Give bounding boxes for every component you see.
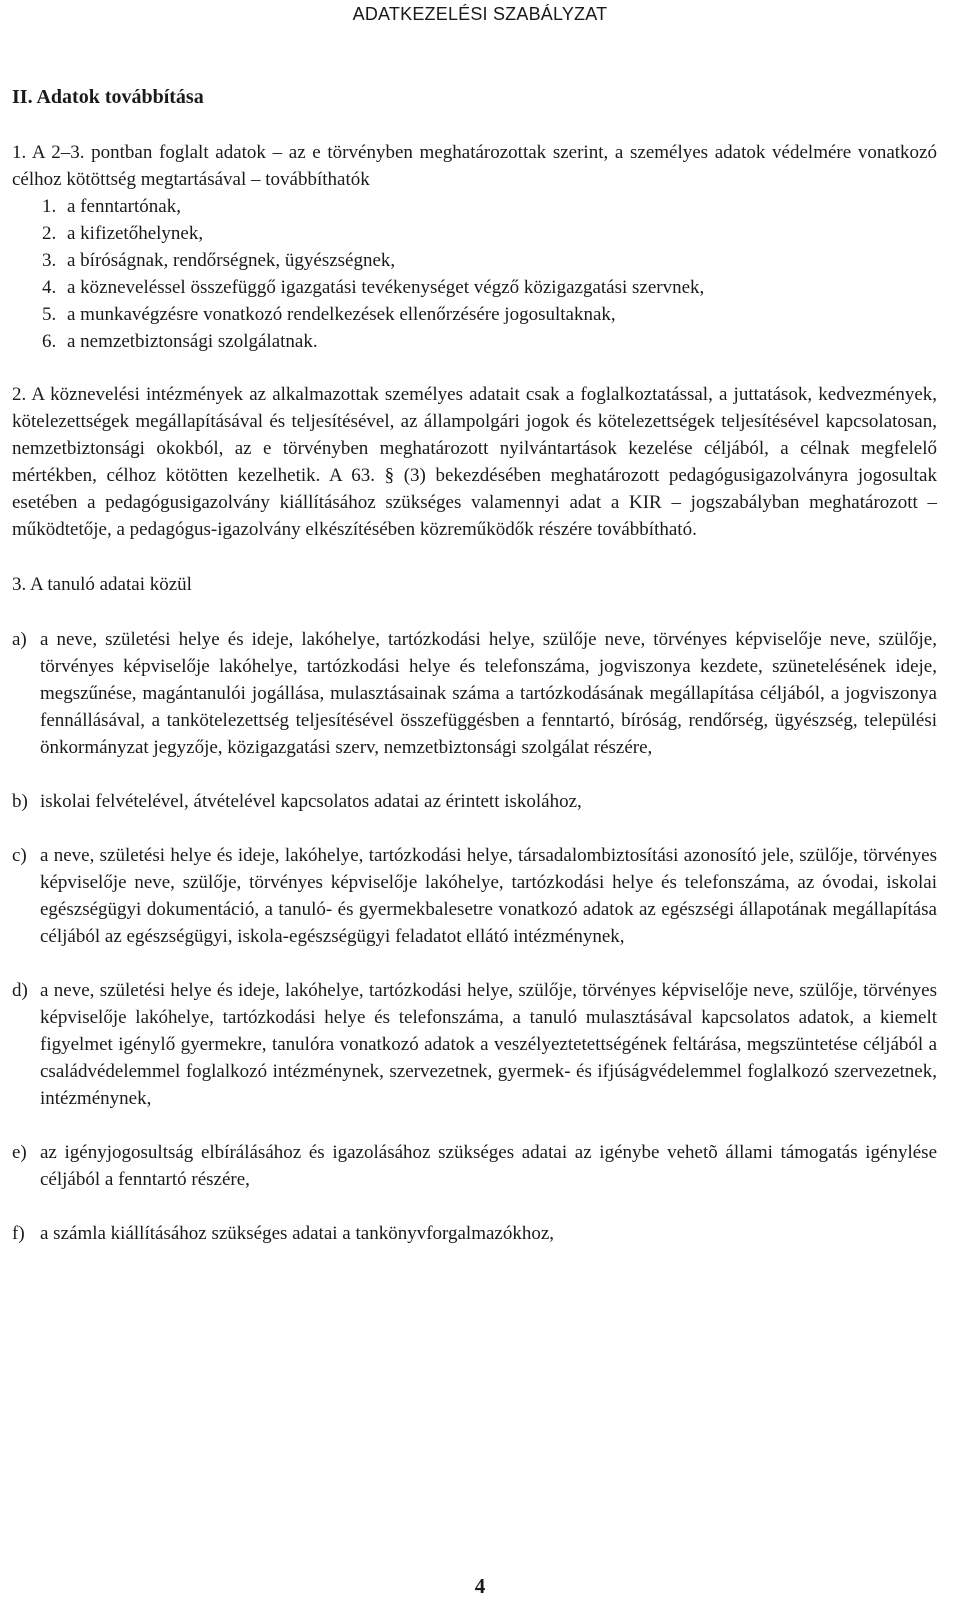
recipient-list [42, 193, 937, 355]
item-marker: b) [12, 791, 28, 812]
list-item-number: 3. [42, 250, 57, 271]
item-text: a neve, születési helye és ideje, lakóhelye, tartózkodási helye, társadalombiztosítási azonosító jele, szülője, törvényes képviselője neve, szülője, törvényes képviselője lakóhelye, tartózkodási helye és telefonszáma, az óvodai, iskolai egészségügyi dokumentáció, a tanuló- és gyermekbalesetre vonatkozó adatok az egészségi állapotának megállapítása céljából az egészségügyi, iskola-egészségügyi feladatot ellátó intézménynek, [40, 845, 937, 947]
list-item-number: 5. [42, 304, 57, 325]
list-item-text: a nemzetbiztonsági szolgálatnak. [67, 331, 318, 352]
item-marker: c) [12, 845, 27, 866]
list-item-text: a közneveléssel összefüggő igazgatási tevékenységet végző közigazgatási szervnek, [67, 277, 705, 298]
paragraph-1 [12, 139, 937, 355]
list-item-e [12, 1139, 937, 1193]
list-item [42, 301, 937, 328]
list-item-text: a bíróságnak, rendőrségnek, ügyészségnek, [67, 250, 396, 271]
list-item [42, 220, 937, 247]
item-marker: f) [12, 1223, 25, 1244]
item-text: az igényjogosultság elbírálásához és igazolásához szükséges adatai az igénybe vehetõ állami támogatás igénylése céljából a fenntartó részére, [40, 1142, 937, 1190]
paragraph-1-intro: 1. A 2–3. pontban foglalt adatok – az e törvényben meghatározottak szerint, a személyes adatok védelmére vonatkozó célhoz kötöttség megtartásával – továbbíthatók [12, 142, 937, 190]
paragraph-2: 2. A köznevelési intézmények az alkalmazottak személyes adatait csak a foglalkoztatással, a juttatások, kedvezmények, kötelezettségek megállapításával és teljesítésével, az állampolgári jogok és kötelezettségek teljesítésével kapcsolatosan, nemzetbiztonsági okokból, az e törvényben meghatározott nyilvántartások kezelése céljából, a célnak megfelelő mértékben, célhoz kötötten kezelhetik. A 63. § (3) bekezdésében meghatározott pedagógusigazolványra jogosultak esetében a pedagógusigazolvány kiállításához szükséges valamennyi adat a KIR – jogszabályban meghatározott – működtetője, a pedagógus-igazolvány elkészítésében közreműködők részére továbbítható. [12, 384, 937, 540]
item-marker: e) [12, 1142, 27, 1163]
list-item-text: a munkavégzésre vonatkozó rendelkezések ellenőrzésére jogosultaknak, [67, 304, 616, 325]
document-body [12, 84, 937, 1274]
item-marker: d) [12, 980, 28, 1001]
list-item [42, 328, 937, 355]
list-item-b [12, 788, 937, 815]
item-text: a neve, születési helye és ideje, lakóhelye, tartózkodási helye, szülője, törvényes képviselője neve, szülője, törvényes képviselője lakóhelye, tartózkodási helye és telefonszáma, a tanuló mulasztásával kapcsolatos adatok, a kiemelt figyelmet igénylő gyermekre, tanulóra vonatkozó adatok a veszélyeztetettségének feltárása, megszüntetése céljából a családvédelemmel foglalkozó intézménynek, szervezetnek, gyermek- és ifjúságvédelemmel foglalkozó szervezetnek, intézménynek, [40, 980, 937, 1109]
item-text: a neve, születési helye és ideje, lakóhelye, tartózkodási helye, szülője neve, törvényes képviselője neve, szülője, törvényes képviselője lakóhelye, tartózkodási helye és telefonszáma, jogviszonya kezdete, szünetelésének ideje, megszűnése, magántanulói jogállása, mulasztásainak száma a tartózkodásának megállapítása céljából, a jogviszonya fennállásával, a tankötelezettség teljesítésével összefüggésben a fenntartó, bíróság, rendőrség, ügyészség, települési önkormányzat jegyzője, közigazgatási szerv, nemzetbiztonsági szolgálat részére, [40, 629, 937, 758]
running-header: ADATKEZELÉSI SZABÁLYZAT [352, 4, 608, 24]
paragraph-3-title: 3. A tanuló adatai közül [12, 574, 192, 595]
section-title: II. Adatok továbbítása [12, 86, 204, 108]
item-text: a számla kiállításához szükséges adatai a tankönyvforgalmazókhoz, [40, 1223, 555, 1244]
list-item-d [12, 977, 937, 1112]
item-text: iskolai felvételével, átvételével kapcsolatos adatai az érintett iskolához, [40, 791, 582, 812]
list-item-number: 6. [42, 331, 57, 352]
list-item-f [12, 1220, 937, 1247]
list-item-text: a kifizetőhelynek, [67, 223, 204, 244]
list-item-number: 1. [42, 196, 57, 217]
list-item-text: a fenntartónak, [67, 196, 181, 217]
list-item-number: 2. [42, 223, 57, 244]
list-item-number: 4. [42, 277, 57, 298]
list-item-c [12, 842, 937, 950]
list-item [42, 274, 937, 301]
list-item-a [12, 626, 937, 761]
list-item [42, 193, 937, 220]
item-marker: a) [12, 629, 27, 650]
list-item [42, 247, 937, 274]
student-data-list [12, 626, 937, 1247]
page-number: 4 [474, 1574, 486, 1598]
